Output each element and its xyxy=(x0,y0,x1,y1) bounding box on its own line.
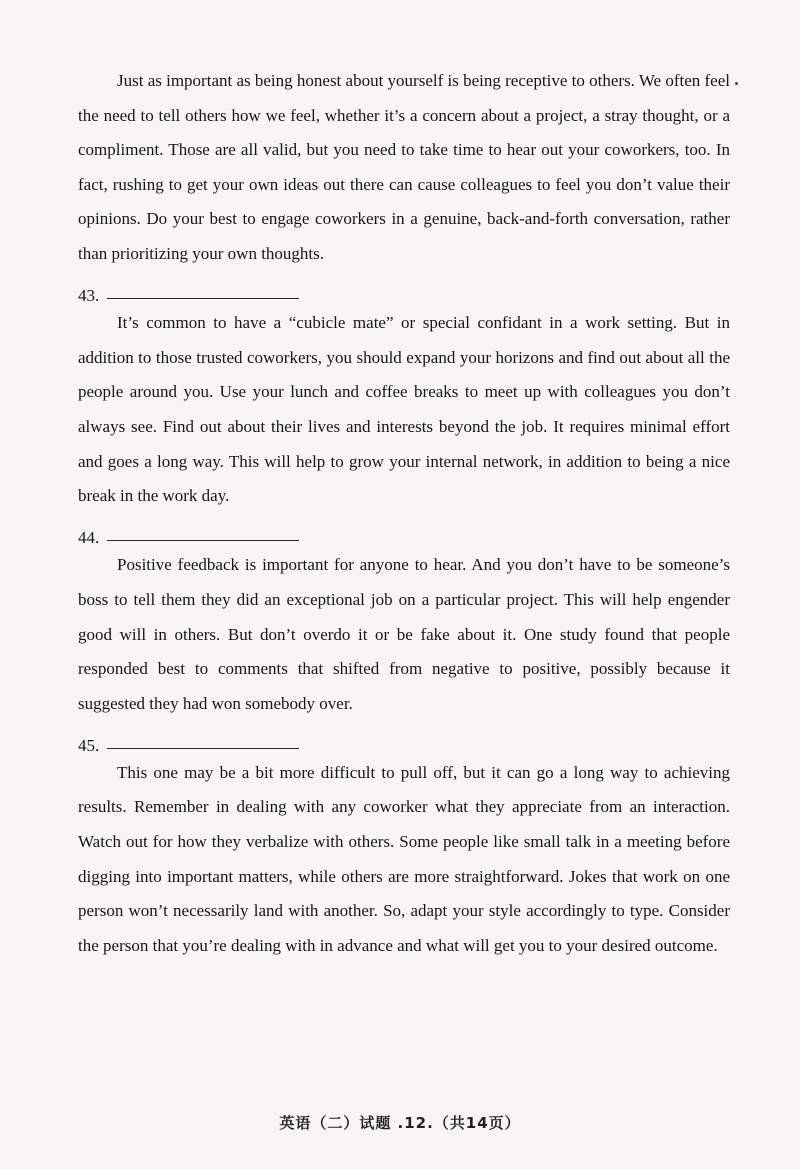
question-43 xyxy=(78,272,730,307)
paragraph-2: It’s common to have a “cubicle mate” or special confidant in a work setting. But in addition to those trusted coworkers, you should expand your horizons and find out about all the people around you. Use your lunch and coffee breaks to meet up with colleagues you don’t always see. Find out about their lives and interests beyond the job. It requires minimal effort and goes a long way. This will help to grow your internal network, in addition to being a nice break in the work day. xyxy=(78,313,730,506)
paragraph-1: Just as important as being honest about yourself is being receptive to others. We often feel the need to tell others how we feel, whether it’s a concern about a project, a stray thought, or a compliment. Those are all valid, but you need to take time to hear out your coworkers, too. In fact, rushing to get your own ideas out there can cause colleagues to feel you don’t value their opinions. Do your best to engage coworkers in a genuine, back-and-forth conversation, rather than prioritizing your own thoughts. xyxy=(78,71,730,263)
question-number: 43. xyxy=(78,286,100,306)
question-44 xyxy=(78,514,730,549)
answer-blank-43[interactable] xyxy=(107,297,299,299)
page-footer: 英语（二）试题 .12.（共14页） xyxy=(279,1114,521,1132)
passage-body xyxy=(78,64,730,963)
paragraph-3: Positive feedback is important for anyone to hear. And you don’t have to be someone’s boss to tell them they did an exceptional job on a particular project. This will help engender good will in others. But don’t overdo it or be fake about it. One study found that people responded best to comments that shifted from negative to positive, possibly because it suggested they had won somebody over. xyxy=(78,555,730,713)
question-45 xyxy=(78,721,730,756)
print-speck xyxy=(735,82,738,85)
answer-blank-45[interactable] xyxy=(107,747,299,749)
question-number: 45. xyxy=(78,735,100,755)
paragraph-4: This one may be a bit more difficult to pull off, but it can go a long way to achieving results. Remember in dealing with any coworker what they appreciate from an interaction. Watch out for how they verbalize with others. Some people like small talk in a meeting before digging into important matters, while others are more straightforward. Jokes that work on one person won’t necessarily land with another. So, adapt your style accordingly to type. Consider the person that you’re dealing with in advance and what will get you to your desired outcome. xyxy=(78,762,730,955)
answer-blank-44[interactable] xyxy=(107,539,299,541)
question-number: 44. xyxy=(78,528,100,548)
